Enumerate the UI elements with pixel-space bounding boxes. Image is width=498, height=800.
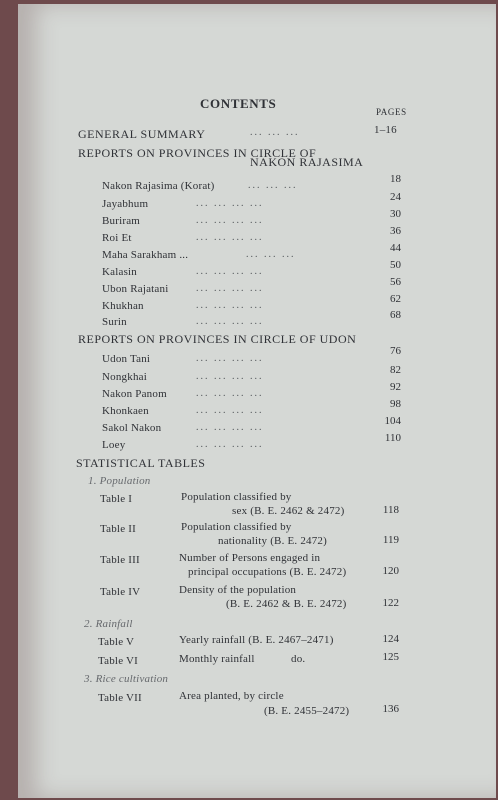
table-label: Table VII	[98, 692, 142, 704]
table-desc-line2: (B. E. 2455–2472)	[264, 705, 350, 717]
toc-entry-label: Maha Sarakham ...	[102, 249, 189, 261]
toc-entry-page: 50	[390, 259, 401, 271]
toc-entry-page: 30	[390, 208, 401, 220]
toc-entry-label: Udon Tani	[102, 353, 151, 365]
general-summary-pages: 1–16	[374, 124, 397, 136]
toc-entry-page: 62	[390, 293, 401, 305]
contents-heading: CONTENTS	[200, 96, 277, 111]
table-page: 125	[382, 651, 399, 663]
table-label: Table IV	[100, 586, 141, 598]
table-desc-line1: Yearly rainfall (B. E. 2467–2471)	[179, 634, 334, 646]
toc-entry-dots: ... ... ... ...	[196, 316, 264, 327]
toc-entry-page: 104	[384, 415, 401, 427]
table-desc-line2: nationality (B. E. 2472)	[218, 535, 327, 547]
toc-entry-label: Jayabhum	[102, 198, 149, 210]
table-page: 136	[382, 703, 399, 715]
toc-entry-label: Nakon Rajasima (Korat)	[102, 180, 215, 192]
toc-entry-label: Khukhan	[102, 300, 144, 312]
table-desc-line1: Monthly rainfall	[179, 653, 255, 665]
general-summary-dots: ... ... ...	[250, 127, 300, 138]
toc-entry-page: 18	[390, 173, 401, 185]
toc-entry-label: Loey	[102, 439, 126, 451]
toc-entry-dots: ... ... ... ...	[196, 215, 264, 226]
toc-entry-label: Roi Et	[102, 232, 132, 244]
toc-entry-dots: ... ... ... ...	[196, 232, 264, 243]
toc-entry-page: 98	[390, 398, 401, 410]
table-desc-line1: Area planted, by circle	[179, 690, 284, 702]
general-summary-label: GENERAL SUMMARY	[78, 127, 206, 141]
book-page	[18, 4, 496, 798]
toc-entry-dots: ... ... ... ...	[196, 388, 264, 399]
toc-entry-dots: ... ... ...	[246, 249, 296, 260]
toc-entry-dots: ... ... ... ...	[196, 353, 264, 364]
table-label: Table VI	[98, 655, 139, 667]
rainfall-heading: 2. Rainfall	[84, 618, 133, 630]
table-page: 118	[382, 504, 399, 516]
table-page: 120	[382, 565, 399, 577]
table-desc-line1: Number of Persons engaged in	[179, 552, 321, 564]
table-page: 119	[382, 534, 399, 546]
toc-entry-dots: ... ... ... ...	[196, 371, 264, 382]
toc-entry-label: Surin	[102, 316, 127, 328]
section1-heading-line1: REPORTS ON PROVINCES IN CIRCLE OF	[78, 146, 317, 160]
toc-entry-dots: ... ... ... ...	[196, 266, 264, 277]
table-desc-line1: Population classified by	[181, 491, 292, 503]
toc-entry-dots: ... ... ...	[248, 180, 298, 191]
toc-entry-page: 68	[390, 309, 401, 321]
population-heading: 1. Population	[88, 475, 151, 487]
toc-entry-page: 44	[390, 242, 401, 254]
section1-heading-line2: NAKON RAJASIMA	[250, 155, 364, 169]
table-desc-line1: Population classified by	[181, 521, 292, 533]
table-label: Table III	[100, 554, 140, 566]
table-page: 124	[382, 633, 399, 645]
toc-entry-label: Khonkaen	[102, 405, 149, 417]
toc-entry-dots: ... ... ... ...	[196, 198, 264, 209]
section2-heading: REPORTS ON PROVINCES IN CIRCLE OF UDON	[78, 332, 357, 346]
toc-entry-label: Nongkhai	[102, 371, 147, 383]
toc-entry-label: Nakon Panom	[102, 388, 167, 400]
table-page: 122	[382, 597, 399, 609]
table-label: Table I	[100, 493, 133, 505]
toc-entry-label: Buriram	[102, 215, 141, 227]
toc-entry-page: 110	[384, 432, 401, 444]
pages-label: PAGES	[376, 107, 407, 117]
toc-entry-page: 24	[390, 191, 401, 203]
toc-entry-dots: ... ... ... ...	[196, 439, 264, 450]
toc-entry-page: 92	[390, 381, 401, 393]
rice-heading: 3. Rice cultivation	[84, 673, 169, 685]
toc-entry-label: Sakol Nakon	[102, 422, 162, 434]
toc-entry-dots: ... ... ... ...	[196, 405, 264, 416]
table-label: Table V	[98, 636, 135, 648]
toc-entry-dots: ... ... ... ...	[196, 283, 264, 294]
statistical-tables-heading: STATISTICAL TABLES	[76, 456, 206, 470]
table-desc-line2: principal occupations (B. E. 2472)	[188, 566, 347, 578]
toc-entry-label: Kalasin	[102, 266, 138, 278]
toc-entry-page: 36	[390, 225, 401, 237]
table-desc-line2: (B. E. 2462 & B. E. 2472)	[226, 598, 347, 610]
table-desc-line2: sex (B. E. 2462 & 2472)	[232, 505, 345, 517]
toc-entry-dots: ... ... ... ...	[196, 422, 264, 433]
toc-entry-dots: ... ... ... ...	[196, 300, 264, 311]
table-ditto: do.	[291, 653, 306, 665]
table-label: Table II	[100, 523, 136, 535]
toc-entry-page: 82	[390, 364, 401, 376]
toc-entry-page: 56	[390, 276, 401, 288]
table-desc-line1: Density of the population	[179, 584, 297, 596]
toc-entry-label: Ubon Rajatani	[102, 283, 169, 295]
toc-entry-page: 76	[390, 345, 401, 357]
